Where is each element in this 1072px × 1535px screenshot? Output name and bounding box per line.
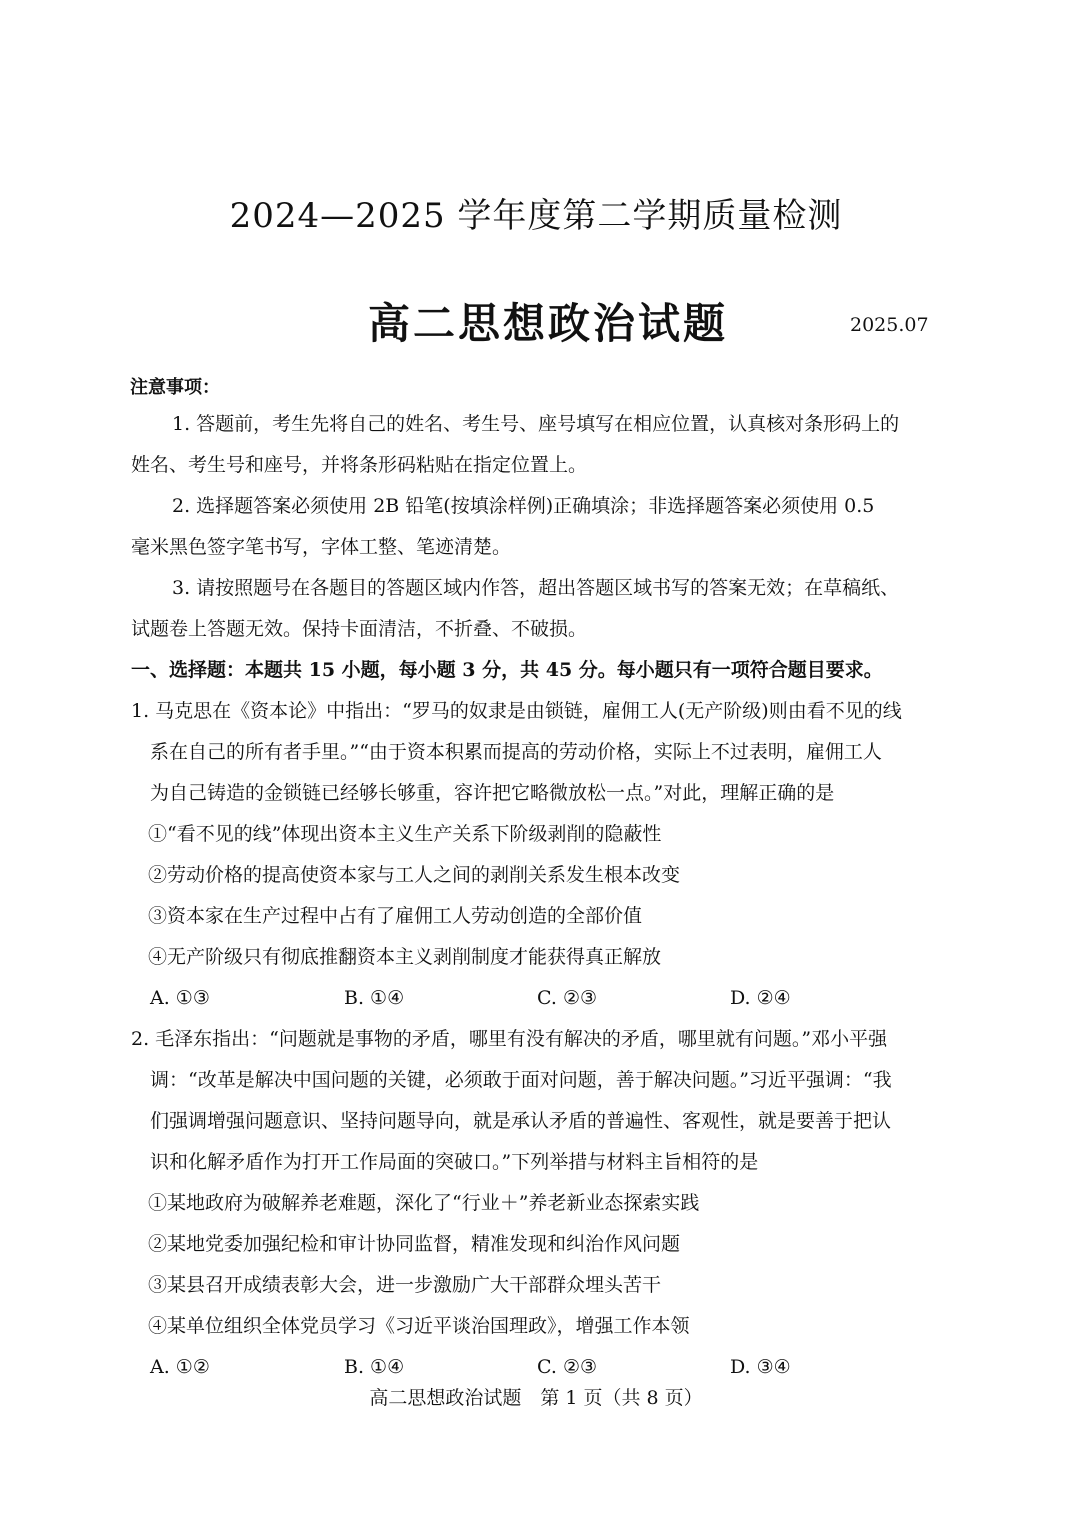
question-2-stem-line: 识和化解矛盾作为打开工作局面的突破口。”下列举措与材料主旨相符的是	[150, 1151, 759, 1173]
notice-line: 1. 答题前，考生先将自己的姓名、考生号、座号填写在相应位置，认真核对条形码上的	[172, 413, 900, 435]
question-1-option-d: D. ②④	[730, 987, 791, 1009]
question-2-option-b: B. ①④	[344, 1356, 405, 1378]
question-1-option-c: C. ②③	[537, 987, 598, 1009]
question-1-option-b: B. ①④	[344, 987, 405, 1009]
question-2-stem-line: 们强调增强问题意识、坚持问题导向，就是承认矛盾的普遍性、客观性，就是要善于把认	[150, 1110, 892, 1132]
question-1-stem-line: 1. 马克思在《资本论》中指出：“罗马的奴隶是由锁链，雇佣工人(无产阶级)则由看不见的线	[131, 700, 902, 722]
notice-line: 毫米黑色签字笔书写，字体工整、笔迹清楚。	[131, 536, 512, 558]
question-1-item: ③资本家在生产过程中占有了雇佣工人劳动创造的全部价值	[148, 905, 643, 927]
question-2-option-d: D. ③④	[730, 1356, 791, 1378]
question-2-stem-line: 2. 毛泽东指出：“问题就是事物的矛盾，哪里有没有解决的矛盾，哪里就有问题。”邓小平强	[131, 1028, 888, 1050]
question-1-option-a: A. ①③	[150, 987, 210, 1009]
notice-line: 2. 选择题答案必须使用 2B 铅笔(按填涂样例)正确填涂；非选择题答案必须使用 0.5	[172, 495, 875, 517]
question-1-stem-line: 系在自己的所有者手里。”“由于资本积累而提高的劳动价格，实际上不过表明，雇佣工人	[150, 741, 882, 763]
exam-title: 2024—2025 学年度第二学期质量检测	[229, 196, 843, 236]
question-1-stem-line: 为自己铸造的金锁链已经够长够重，容许把它略微放松一点。”对此，理解正确的是	[150, 782, 835, 804]
question-2-option-c: C. ②③	[537, 1356, 598, 1378]
exam-subject-title: 高二思想政治试题	[367, 299, 728, 348]
question-1-item: ④无产阶级只有彻底推翻资本主义剥削制度才能获得真正解放	[148, 946, 662, 968]
question-2-item: ①某地政府为破解养老难题，深化了“行业＋”养老新业态探索实践	[148, 1192, 700, 1214]
question-2-stem-line: 调：“改革是解决中国问题的关键，必须敢于面对问题，善于解决问题。”习近平强调：“我	[150, 1069, 892, 1091]
question-1-item: ①“看不见的线”体现出资本主义生产关系下阶级剥削的隐蔽性	[148, 823, 662, 845]
notice-line: 姓名、考生号和座号，并将条形码粘贴在指定位置上。	[131, 454, 588, 476]
question-2-option-a: A. ①②	[150, 1356, 210, 1378]
question-2-item: ④某单位组织全体党员学习《习近平谈治国理政》，增强工作本领	[148, 1315, 690, 1337]
notice-heading: 注意事项：	[130, 377, 220, 398]
question-1-item: ②劳动价格的提高使资本家与工人之间的剥削关系发生根本改变	[148, 864, 681, 886]
question-2-item: ②某地党委加强纪检和审计协同监督，精准发现和纠治作风问题	[148, 1233, 681, 1255]
exam-date: 2025.07	[850, 314, 929, 336]
notice-line: 3. 请按照题号在各题目的答题区域内作答，超出答题区域书写的答案无效；在草稿纸、	[172, 577, 900, 599]
notice-line: 试题卷上答题无效。保持卡面清洁，不折叠、不破损。	[131, 618, 588, 640]
question-2-item: ③某县召开成绩表彰大会，进一步激励广大干部群众埋头苦干	[148, 1274, 662, 1296]
page-footer: 高二思想政治试题 第 1 页（共 8 页）	[369, 1387, 703, 1409]
section-heading: 一、选择题：本题共 15 小题，每小题 3 分，共 45 分。每小题只有一项符合题目要求。	[131, 659, 883, 681]
